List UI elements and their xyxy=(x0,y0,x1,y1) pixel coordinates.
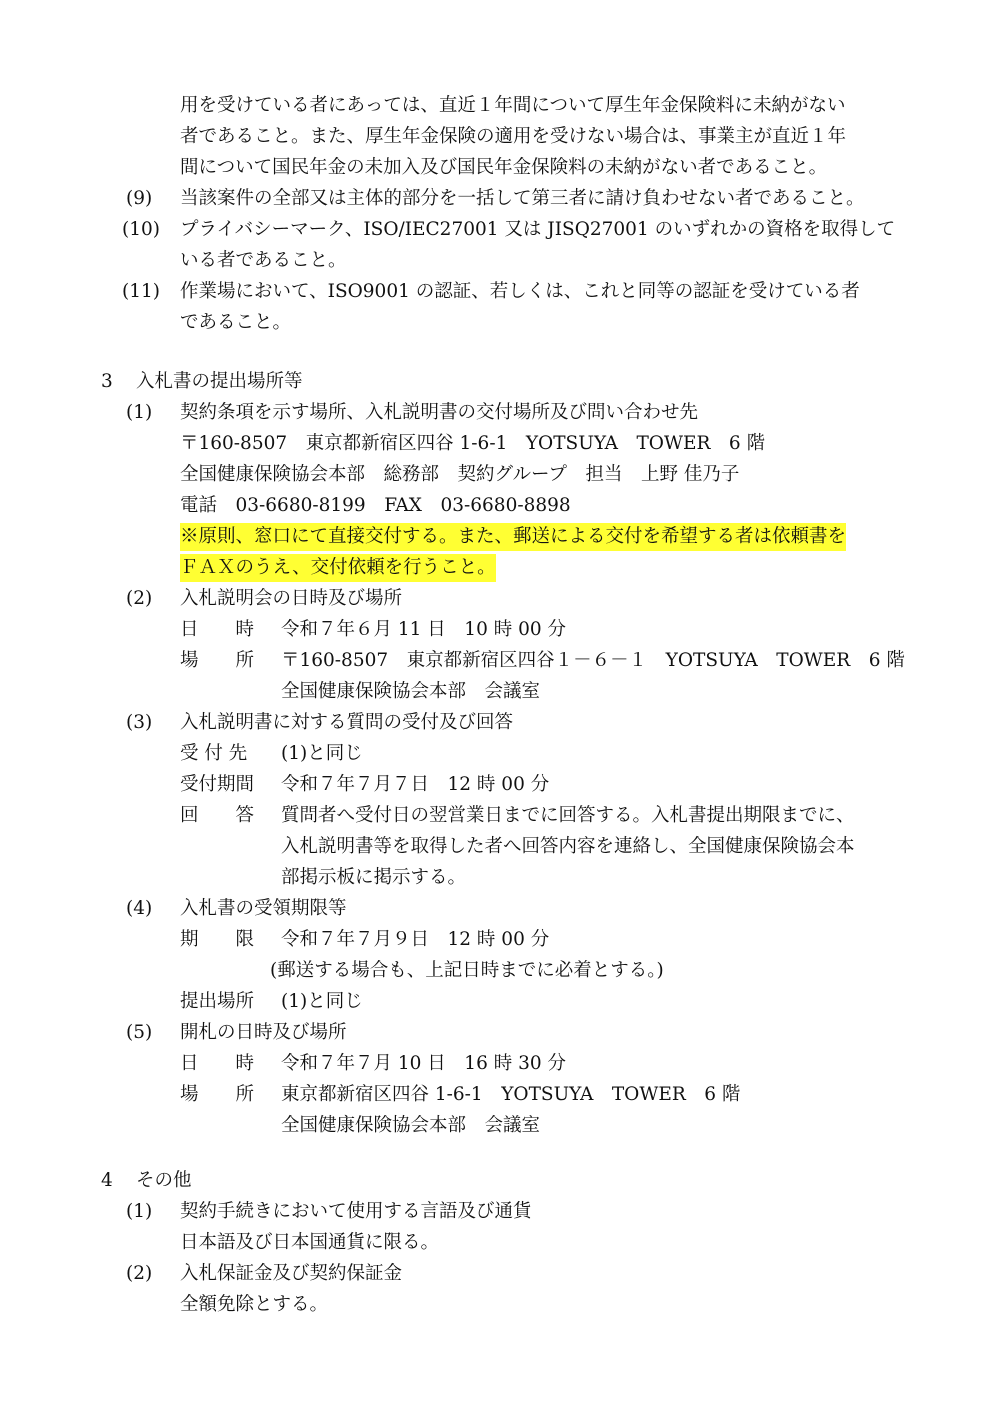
text-line: 作業場において、ISO9001 の認証、若しくは、これと同等の認証を受けている者 xyxy=(180,281,860,302)
field-value: 〒160-8507 東京都新宿区四谷１－６－１ YOTSUYA TOWER 6 階 xyxy=(281,650,905,671)
field-value: 全国健康保険協会本部 会議室 xyxy=(281,681,541,702)
field-label: 回 答 xyxy=(180,805,255,826)
text-line: 者であること。また、厚生年金保険の適用を受けない場合は、事業主が直近１年 xyxy=(180,126,847,147)
text-line: 入札書の受領期限等 xyxy=(180,898,347,919)
field-label: 日 時 xyxy=(180,619,255,640)
text-line: であること。 xyxy=(180,312,292,333)
section-heading: その他 xyxy=(136,1170,192,1191)
field-value: 令和７年７月 10 日 16 時 30 分 xyxy=(281,1053,567,1074)
field-label: 場 所 xyxy=(180,650,255,671)
section-number: 4 xyxy=(101,1170,113,1191)
item-number: (10) xyxy=(122,219,160,240)
highlight-text: ※原則、窓口にて直接交付する。また、郵送による交付を希望する者は依頼書を xyxy=(180,523,846,551)
text-line: 開札の日時及び場所 xyxy=(180,1022,347,1043)
field-value: 入札説明書等を取得した者へ回答内容を連絡し、全国健康保険協会本 xyxy=(281,836,855,857)
field-note: (郵送する場合も、上記日時までに必着とする。) xyxy=(270,960,664,981)
field-value: (1)と同じ xyxy=(281,991,363,1012)
text-line: 当該案件の全部又は主体的部分を一括して第三者に請け負わせない者であること。 xyxy=(180,188,865,209)
item-number: (2) xyxy=(126,1263,153,1284)
item-number: (1) xyxy=(126,402,153,423)
address-line: 〒160-8507 東京都新宿区四谷 1-6-1 YOTSUYA TOWER 6 階 xyxy=(180,433,766,454)
section-heading: 入札書の提出場所等 xyxy=(136,371,303,392)
field-label: 受 付 先 xyxy=(180,743,248,764)
item-number: (4) xyxy=(126,898,153,919)
highlight-text: ＦＡＸのうえ、交付依頼を行うこと。 xyxy=(180,554,496,582)
highlighted-note xyxy=(180,528,846,554)
item-number: (9) xyxy=(126,188,153,209)
field-label: 日 時 xyxy=(180,1053,255,1074)
text-line: 用を受けている者にあっては、直近１年間について厚生年金保険料に未納がない xyxy=(180,95,846,116)
field-value: (1)と同じ xyxy=(281,743,363,764)
text-line: 契約条項を示す場所、入札説明書の交付場所及び問い合わせ先 xyxy=(180,402,699,423)
field-value: 部掲示板に掲示する。 xyxy=(281,867,467,888)
field-value: 東京都新宿区四谷 1-6-1 YOTSUYA TOWER 6 階 xyxy=(281,1084,741,1105)
text-line: 全額免除とする。 xyxy=(180,1294,329,1315)
text-line: プライバシーマーク、ISO/IEC27001 又は JISQ27001 のいずれかの資格を取得して xyxy=(180,219,896,240)
highlighted-note xyxy=(180,559,496,585)
text-line: 入札説明会の日時及び場所 xyxy=(180,588,403,609)
item-number: (11) xyxy=(122,281,160,302)
field-value: 全国健康保険協会本部 会議室 xyxy=(281,1115,541,1136)
text-line: 間について国民年金の未加入及び国民年金保険料の未納がない者であること。 xyxy=(180,157,828,178)
item-number: (1) xyxy=(126,1201,153,1222)
item-number: (2) xyxy=(126,588,153,609)
field-label: 期 限 xyxy=(180,929,255,950)
text-line: 入札説明書に対する質問の受付及び回答 xyxy=(180,712,514,733)
text-line: いる者であること。 xyxy=(180,250,347,271)
text-line: 日本語及び日本国通貨に限る。 xyxy=(180,1232,440,1253)
phone-fax-line: 電話 03-6680-8199 FAX 03-6680-8898 xyxy=(180,495,571,516)
field-value: 質問者へ受付日の翌営業日までに回答する。入札書提出期限までに、 xyxy=(281,805,855,826)
contact-line: 全国健康保険協会本部 総務部 契約グループ 担当 上野 佳乃子 xyxy=(180,464,740,485)
field-label: 受付期間 xyxy=(180,774,255,795)
text-line: 契約手続きにおいて使用する言語及び通貨 xyxy=(180,1201,532,1222)
field-value: 令和７年７月９日 12 時 00 分 xyxy=(281,929,550,950)
item-number: (5) xyxy=(126,1022,153,1043)
field-label: 場 所 xyxy=(180,1084,255,1105)
field-value: 令和７年７月７日 12 時 00 分 xyxy=(281,774,550,795)
text-line: 入札保証金及び契約保証金 xyxy=(180,1263,403,1284)
section-number: 3 xyxy=(101,371,113,392)
field-value: 令和７年６月 11 日 10 時 00 分 xyxy=(281,619,567,640)
field-label: 提出場所 xyxy=(180,991,255,1012)
item-number: (3) xyxy=(126,712,153,733)
